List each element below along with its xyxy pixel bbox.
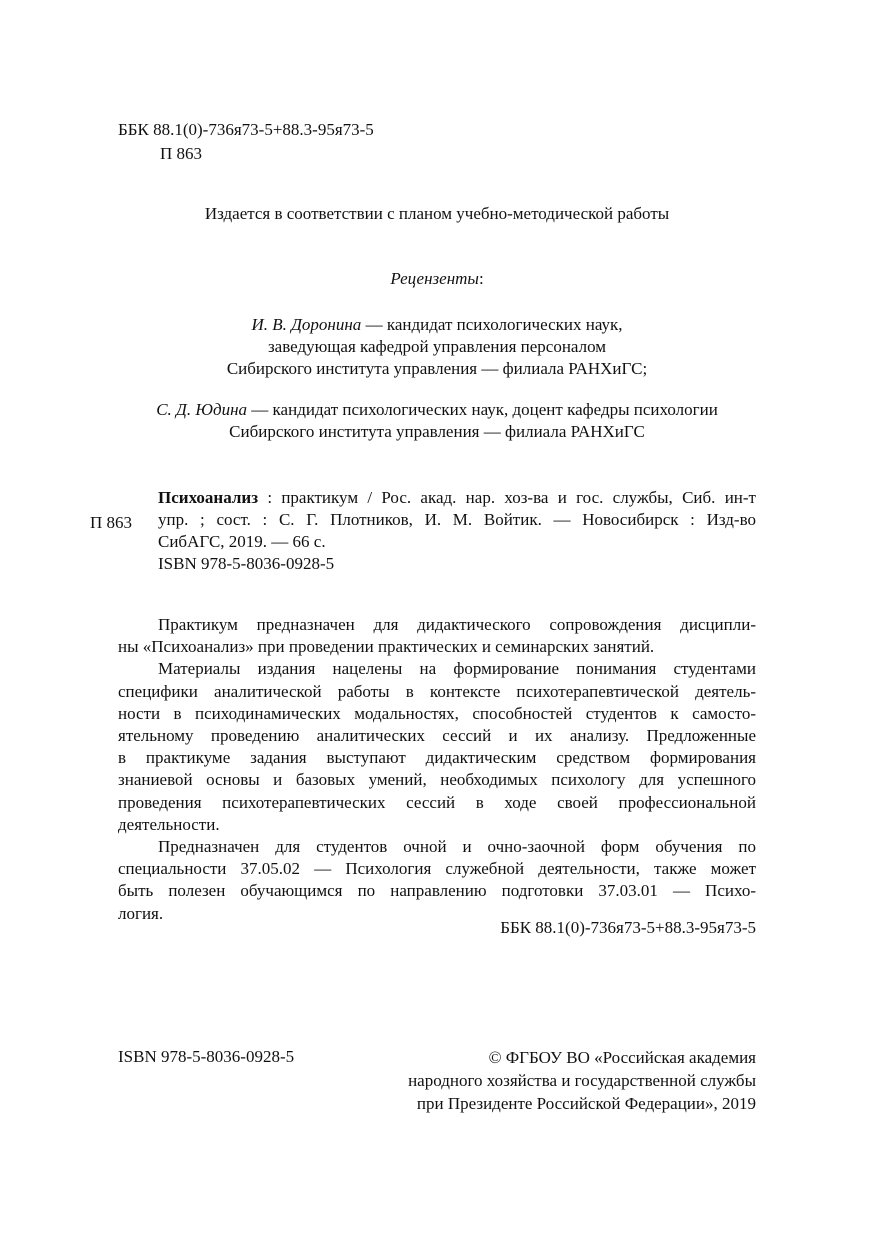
reviewers-colon: : <box>478 269 484 288</box>
reviewer-2 <box>0 399 874 443</box>
catalog-line-1: : практикум / Рос. акад. нар. хоз-ва и гос. службы, Сиб. ин-т <box>258 488 756 507</box>
annotation-line: ны «Психоанализ» при проведении практических и семинарских занятий. <box>118 637 655 657</box>
annotation-line: ности в психодинамических модальностях, способностей студентов к самосто- <box>118 703 756 723</box>
bbk-code-bottom: ББК 88.1(0)-736я73-5+88.3-95я73-5 <box>500 918 756 937</box>
annotation-line: в практикуме задания выступают дидактическим средством формирования <box>118 748 756 768</box>
annotation-line: Материалы издания нацелены на формирование понимания студентами <box>158 659 756 679</box>
reviewer-2-line2: Сибирского института управления — филиала РАНХиГС <box>229 422 645 441</box>
isbn-footer: ISBN 978-5-8036-0928-5 <box>118 1047 295 1066</box>
annotation-line: специальности 37.05.02 — Психология служебной деятельности, также может <box>118 859 756 879</box>
reviewer-1-line3: Сибирского института управления — филиала РАНХиГС; <box>226 359 648 378</box>
reviewer-1 <box>0 314 874 380</box>
copyright-line: народного хозяйства и государственной службы <box>408 1071 756 1090</box>
annotation-line: знаниевой основы и базовых умений, необходимых психологу для успешного <box>118 770 756 790</box>
reviewer-2-name: С. Д. Юдина <box>156 400 248 419</box>
reviewer-1-name: И. В. Доронина <box>251 315 362 334</box>
author-mark: П 863 <box>160 144 203 163</box>
catalog-isbn: ISBN 978-5-8036-0928-5 <box>158 554 335 573</box>
reviewers-title <box>0 268 874 290</box>
catalog-line-3: СибАГС, 2019. — 66 с. <box>158 532 326 551</box>
copyright-line: © ФГБОУ ВО «Российская академия <box>488 1048 756 1067</box>
reviewer-2-line1: — кандидат психологических наук, доцент кафедры психологии <box>247 400 718 419</box>
annotation-line: быть полезен обучающимся по направлению подготовки 37.03.01 — Психо- <box>118 881 756 901</box>
copyright-line: при Президенте Российской Федерации», 2019 <box>416 1094 756 1113</box>
catalog-code: П 863 <box>90 513 133 532</box>
copyright-notice <box>340 1046 756 1115</box>
book-title: Психоанализ <box>158 488 259 507</box>
reviewer-1-line1: — кандидат психологических наук, <box>361 315 623 334</box>
reviewers-label: Рецензенты <box>390 269 479 288</box>
annotation <box>118 614 756 925</box>
annotation-line: деятельности. <box>118 814 220 834</box>
annotation-line: ятельному проведению аналитических сессий и их анализу. Предложенные <box>118 726 756 746</box>
annotation-line: Предназначен для студентов очной и очно-заочной форм обучения по <box>158 837 756 857</box>
bbk-code: ББК 88.1(0)-736я73-5+88.3-95я73-5 <box>118 120 374 139</box>
publication-note: Издается в соответствии с планом учебно-методической работы <box>204 204 670 223</box>
annotation-line: Практикум предназначен для дидактического сопровождения дисципли- <box>158 615 756 634</box>
annotation-line: специфики аналитической работы в контексте психотерапевтической деятель- <box>118 681 756 701</box>
annotation-line: проведения психотерапевтических сессий в ходе своей профессиональной <box>118 792 756 812</box>
bbk-header <box>118 118 374 166</box>
catalog-line-2: упр. ; сост. : С. Г. Плотников, И. М. Войтик. — Новосибирск : Изд-во <box>158 510 756 529</box>
catalog-card <box>158 487 756 575</box>
reviewer-1-line2: заведующая кафедрой управления персоналом <box>267 337 607 356</box>
annotation-line: логия. <box>118 903 164 923</box>
